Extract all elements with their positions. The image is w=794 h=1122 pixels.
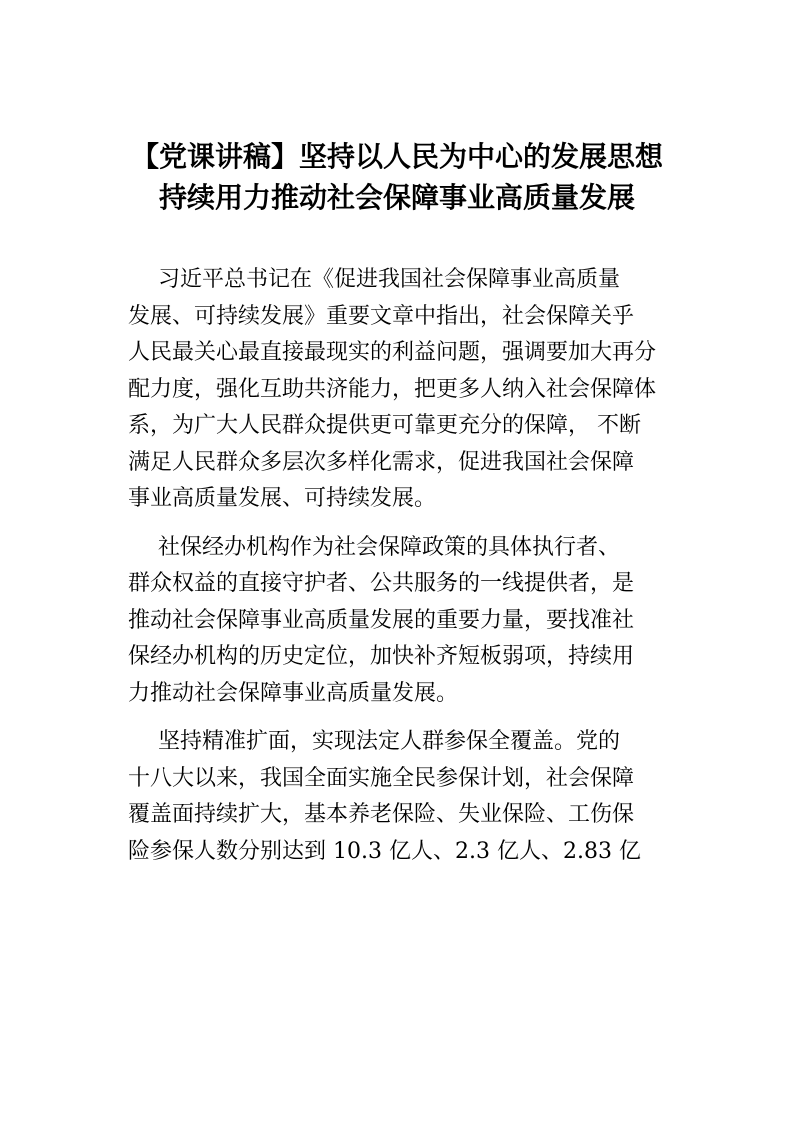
paragraph-3	[128, 724, 668, 870]
paragraph-line: 险参保人数分别达到 10.3 亿人、2.3 亿人、2.83 亿	[128, 838, 641, 864]
paragraph-line: 坚持精准扩面，实现法定人群参保全覆盖。党的	[158, 729, 621, 754]
paragraph-line: 社保经办机构作为社会保障政策的具体执行者、	[158, 534, 621, 560]
document-title	[90, 136, 704, 218]
paragraph-line: 发展、可持续发展》重要文章中指出，社会保障关乎	[128, 303, 635, 329]
title-line-2: 持续用力推动社会保障事业高质量发展	[158, 181, 635, 214]
paragraph-line: 人民最关心最直接最现实的利益问题，强调要加大再分	[128, 340, 657, 365]
paragraph-line: 习近平总书记在《促进我国社会保障事业高质量	[158, 267, 621, 292]
document-body	[128, 262, 668, 882]
paragraph-line: 十八大以来，我国全面实施全民参保计划，社会保障	[128, 765, 635, 791]
paragraph-line: 推动社会保障事业高质量发展的重要力量，要找准社	[128, 607, 635, 633]
paragraph-line: 保经办机构的历史定位，加快补齐短板弱项，持续用	[128, 644, 635, 669]
paragraph-line: 配力度，强化互助共济能力，把更多人纳入社会保障体	[128, 376, 657, 402]
paragraph-line: 覆盖面持续扩大，基本养老保险、失业保险、工伤保	[128, 802, 635, 827]
paragraph-line: 力推动社会保障事业高质量发展。	[128, 680, 459, 706]
title-line-1: 【党课讲稿】坚持以人民为中心的发展思想	[130, 140, 663, 173]
paragraph-line: 群众权益的直接守护者、公共服务的一线提供者，是	[128, 571, 635, 596]
paragraph-2	[128, 530, 668, 713]
paragraph-line: 系，为广大人民群众提供更可靠更充分的保障， 不断	[128, 413, 641, 438]
paragraph-line: 满足人民群众多层次多样化需求，促进我国社会保障	[128, 449, 635, 475]
paragraph-line: 事业高质量发展、可持续发展。	[128, 486, 437, 511]
paragraph-1	[128, 262, 668, 518]
